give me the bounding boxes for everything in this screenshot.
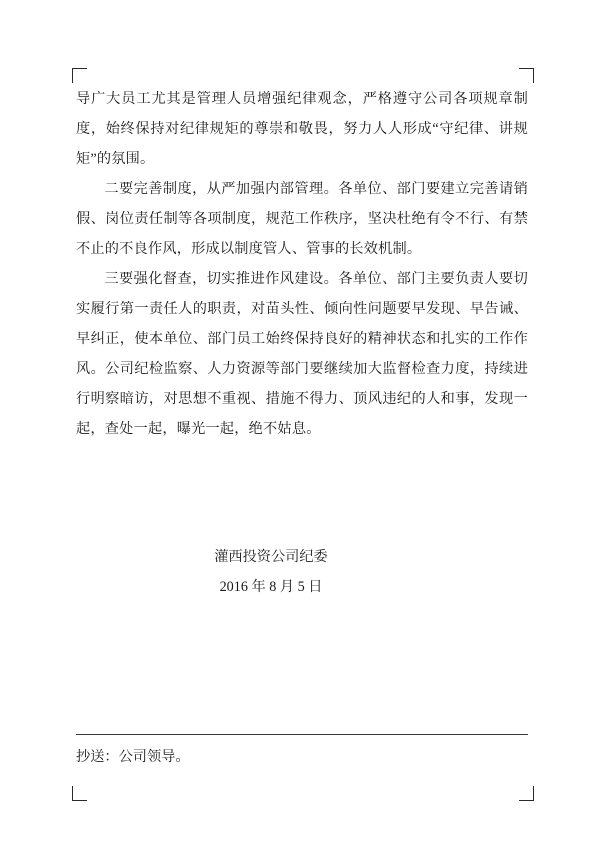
footer-distribution: 抄送：公司领导。: [76, 749, 190, 765]
document-body: [76, 84, 528, 444]
paragraph-2: 二要完善制度，从严加强内部管理。各单位、部门要建立完善请销假、岗位责任制等各项制度，规范工作秩序，坚决杜绝有令不行、有禁不止的不良作风，形成以制度管人、管事的长效机制。: [76, 181, 528, 257]
crop-mark-bottom-right: [519, 786, 534, 801]
signature-block: [76, 542, 528, 602]
footer-divider: [76, 734, 528, 735]
signature-date: 2016 年 8 月 5 日: [219, 579, 323, 595]
paragraph-1: 导广大员工尤其是管理人员增强纪律观念，严格遵守公司各项规章制度，始终保持对纪律规矩的尊崇和敬畏，努力人人形成“守纪律、讲规矩”的氛围。: [76, 91, 528, 167]
paragraph-3: 三要强化督查，切实推进作风建设。各单位、部门主要负责人要切实履行第一责任人的职责，对苗头性、倾向性问题要早发现、早告诫、早纠正，使本单位、部门员工始终保持良好的精神状态和扎实的工作作风。公司纪检监察、人力资源等部门要继续加大监督检查力度，持续进行明察暗访，对思想不重视、措施不得力、顶风违纪的人和事，发现一起，查处一起，曝光一起，绝不姑息。: [76, 271, 528, 437]
signature-organization: 灌西投资公司纪委: [214, 549, 328, 565]
crop-mark-bottom-left: [72, 786, 87, 801]
crop-mark-top-right: [519, 68, 534, 83]
crop-mark-top-left: [72, 68, 87, 83]
